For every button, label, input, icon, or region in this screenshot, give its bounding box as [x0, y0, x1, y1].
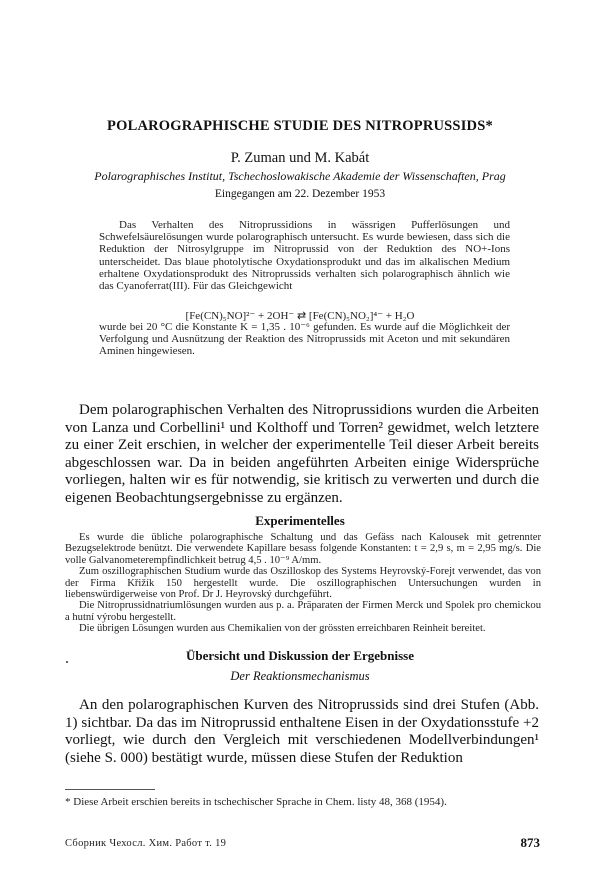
experimental-paragraph: Zum oszillographischen Studium wurde das Oszilloskop des Systems Heyrovský-Forejt verwendet, das von der Firma Křižík 150 hergestellt wurde. Die oszillographischen Untersuchungen wurden in liebenswürdigerweise von Prof. Dr J. Heyrovský durchgeführt.	[65, 566, 541, 601]
footnote: * Diese Arbeit erschien bereits in tschechischer Sprache in Chem. listy 48, 368 (1954).	[65, 796, 447, 808]
experimental-section	[65, 532, 541, 635]
discussion-paragraph: An den polarographischen Kurven des Nitroprussids sind drei Stufen (Abb. 1) sichtbar. Da das im Nitroprussid enthaltene Eisen in der Oxydationsstufe +2 vorliegt, wie durch den Vergleich mit verschiedenen Modellverbindungen¹ (siehe S. 000) bestätigt wurde, müssen diese Stufen der Reduktion	[65, 697, 539, 766]
abstract-text-1: Das Verhalten des Nitroprussidions in wässrigen Pufferlösungen und Schwefelsäurelösungen wurde polarographisch untersucht. Es wurde bewiesen, dass sich die Reduktion der Nitrosylgruppe im Nitroprussid von der Reduktion des NO+-Ions unterscheidet. Das blaue photolytische Oxydationsprodukt und das im alkalischen Medium erhaltene Oxydationsprodukt des Nitroprussids verhalten sich polarographisch ähnlich wie das Cyanoferrat(III). Für das Gleichgewicht	[99, 219, 510, 293]
received-date: Eingegangen am 22. Dezember 1953	[214, 188, 386, 200]
equilibrium-formula: [Fe(CN)₅NO]²⁻ + 2OH⁻ ⇄ [Fe(CN)₅NO₂]⁴⁻ + H₂O	[185, 310, 415, 322]
footnote-rule	[65, 789, 155, 790]
experimental-paragraph: Es wurde die übliche polarographische Schaltung und das Gefäss nach Kalousek mit getrennter Bezugselektrode benützt. Die verwendete Kapillare besass folgende Konstanten: t = 2,9 s, m = 2,95 mg/s. Die volle Galvanometerempfindlichkeit betrug 4,5 . 10⁻⁹ A/mm.	[65, 532, 541, 566]
page-number: 873	[520, 835, 540, 850]
subsection-heading: Der Reaktionsmechanismus	[230, 669, 370, 683]
journal-footer: Сборник Чехосл. Хим. Работ т. 19	[65, 838, 227, 849]
section-heading-discussion: Übersicht und Diskussion der Ergebnisse	[185, 648, 415, 663]
paper-title: POLAROGRAPHISCHE STUDIE DES NITROPRUSSIDS*	[107, 118, 493, 134]
abstract-text-2: wurde bei 20 °C die Konstante K = 1,35 . 10⁻⁶ gefunden. Es wurde auf die Möglichkeit der Verfolgung und Ausnützung der Reaktion des Nitroprussids mit Aceton und mit sekundären Aminen hingewiesen.	[99, 321, 510, 358]
section-heading-experimental: Experimentelles	[255, 513, 345, 528]
institution: Polarographisches Institut, Tschechoslowakische Akademie der Wissenschaften, Prag	[94, 169, 506, 183]
experimental-paragraph: Die Nitroprussidnatriumlösungen wurden aus p. a. Präparaten der Firmen Merck und Spolek pro chemickou a hutní výrobu hergestellt.	[65, 600, 541, 623]
authors: P. Zuman und M. Kabát	[230, 150, 370, 166]
intro-paragraph: Dem polarographischen Verhalten des Nitroprussidions wurden die Arbeiten von Lanza und Corbellini¹ und Kolthoff und Torren² gewidmet, welch letztere zu einer Zeit erschien, in welcher der experimentelle Teil dieser Arbeit bereits abgeschlossen war. Da in beiden angeführten Arbeiten einige Widersprüche vorliegen, halten wir es für notwendig, sie kritisch zu verwerten und durch die eigenen Beobachtungsergebnisse zu ergänzen.	[65, 402, 539, 506]
abstract	[99, 219, 510, 292]
experimental-paragraph: Die übrigen Lösungen wurden aus Chemikalien von der grössten erreichbaren Reinheit bereitet.	[79, 623, 486, 635]
